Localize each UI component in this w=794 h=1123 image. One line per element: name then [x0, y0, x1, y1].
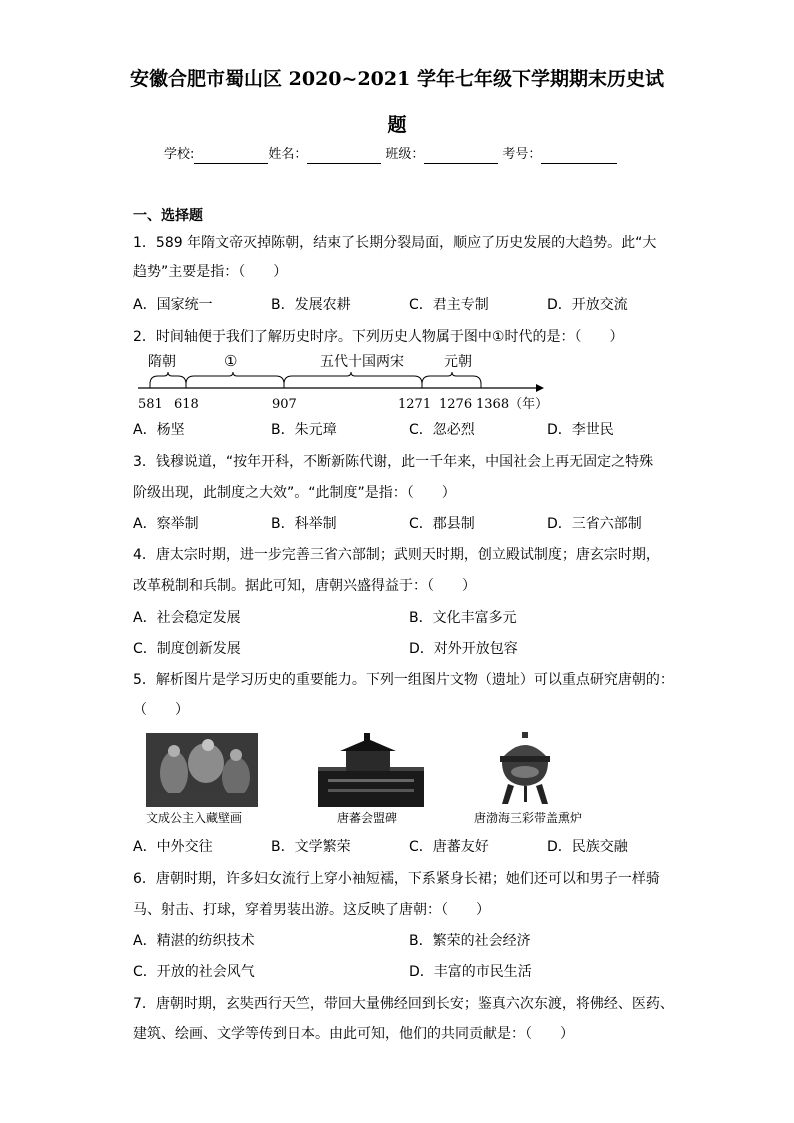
page-title-continued: 题: [387, 114, 407, 136]
mural-caption: 文成公主入藏壁画: [146, 811, 243, 825]
q1-option-a[interactable]: A．国家统一: [133, 297, 213, 313]
number-blank[interactable]: [541, 149, 617, 164]
q5-option-c[interactable]: C．唐蕃友好: [409, 839, 489, 855]
timeline-label-wudai-song: 五代十国两宋: [320, 354, 404, 370]
school-label: 学校:: [164, 147, 195, 162]
q3-option-b[interactable]: B．科举制: [271, 516, 337, 532]
timeline-label-circle-1: ①: [224, 352, 238, 370]
q3-option-d[interactable]: D．三省六部制: [547, 516, 642, 532]
q3-stem-cont: 阶级出现，此制度之大效”。“此制度”是指：（ ）: [133, 485, 456, 501]
q5-option-a[interactable]: A．中外交往: [133, 839, 213, 855]
q2-option-b[interactable]: B．朱元璋: [271, 422, 337, 438]
q4-option-a[interactable]: A．社会稳定发展: [133, 610, 241, 626]
q6-stem-cont: 马、射击、打球，穿着男装出游。这反映了唐朝：（ ）: [133, 902, 490, 918]
censer-image: [494, 732, 556, 808]
timeline-year-907: 907: [272, 397, 297, 412]
q1-stem: 1．589 年隋文帝灭掉陈朝，结束了长期分裂局面，顺应了历史发展的大趋势。此“大: [133, 235, 657, 251]
number-label: 考号：: [502, 147, 542, 162]
q1-option-b[interactable]: B．发展农耕: [271, 297, 351, 313]
q2-stem: 2．时间轴便于我们了解历史时序。下列历史人物属于图中①时代的是：（ ）: [133, 329, 624, 345]
q7-stem-cont: 建筑、绘画、文学等传到日本。由此可知，他们的共同贡献是：（ ）: [133, 1026, 574, 1042]
page-title: 安徽合肥市蜀山区 2020~2021 学年七年级下学期期末历史试: [130, 68, 664, 90]
section-title: 一、选择题: [133, 208, 203, 224]
q6-option-d[interactable]: D．丰富的市民生活: [409, 964, 532, 980]
q5-option-b[interactable]: B．文学繁荣: [271, 839, 351, 855]
timeline-year-1368: 1368（年）: [476, 397, 549, 412]
stele-image: [318, 733, 424, 807]
student-info-row: [164, 146, 617, 164]
timeline-year-581: 581: [138, 397, 163, 412]
q2-option-a[interactable]: A．杨坚: [133, 422, 185, 438]
q3-option-a[interactable]: A．察举制: [133, 516, 199, 532]
q5-stem: 5．解析图片是学习历史的重要能力。下列一组图片文物（遗址）可以重点研究唐朝的：: [133, 672, 674, 688]
q4-stem: 4．唐太宗时期，进一步完善三省六部制；武则天时期，创立殿试制度；唐玄宗时期，: [133, 547, 660, 563]
q2-option-c[interactable]: C．忽必烈: [409, 422, 475, 438]
q4-stem-cont: 改革税制和兵制。据此可知，唐朝兴盛得益于：（ ）: [133, 578, 476, 594]
q1-stem-cont: 趋势”主要是指：（ ）: [133, 264, 288, 280]
mural-image: [146, 733, 258, 807]
name-label: 姓名：: [268, 147, 308, 162]
q4-option-d[interactable]: D．对外开放包容: [409, 641, 518, 657]
timeline-figure: [134, 350, 554, 416]
class-label: 班级：: [385, 147, 425, 162]
name-blank[interactable]: [307, 149, 381, 164]
q3-stem: 3．钱穆说道，“按年开科，不断新陈代谢，此一千年来，中国社会上再无固定之特殊: [133, 454, 654, 470]
q6-option-a[interactable]: A．精湛的纺织技术: [133, 933, 255, 949]
q6-option-c[interactable]: C．开放的社会风气: [133, 964, 255, 980]
timeline-year-1271: 1271: [398, 397, 432, 412]
q6-option-b[interactable]: B．繁荣的社会经济: [409, 933, 531, 949]
q4-option-b[interactable]: B．文化丰富多元: [409, 610, 517, 626]
timeline-label-sui: 隋朝: [148, 354, 176, 370]
q1-option-c[interactable]: C．君主专制: [409, 297, 489, 313]
q7-stem: 7．唐朝时期，玄奘西行天竺，带回大量佛经回到长安；鉴真六次东渡，将佛经、医药、: [133, 996, 674, 1012]
q1-option-d[interactable]: D．开放交流: [547, 297, 628, 313]
q5-option-d[interactable]: D．民族交融: [547, 839, 628, 855]
q5-stem-cont: （ ）: [133, 702, 189, 718]
timeline-label-yuan: 元朝: [444, 354, 472, 370]
q4-option-c[interactable]: C．制度创新发展: [133, 641, 241, 657]
timeline-year-1276: 1276: [439, 397, 473, 412]
censer-caption: 唐渤海三彩带盖熏炉: [474, 811, 583, 825]
q6-stem: 6．唐朝时期，许多妇女流行上穿小袖短襦，下系紧身长裙；她们还可以和男子一样骑: [133, 871, 660, 887]
school-blank[interactable]: [194, 149, 268, 164]
stele-caption: 唐蕃会盟碑: [337, 811, 398, 825]
q2-option-d[interactable]: D．李世民: [547, 422, 614, 438]
q3-option-c[interactable]: C．郡县制: [409, 516, 475, 532]
timeline-year-618: 618: [174, 397, 199, 412]
class-blank[interactable]: [424, 149, 498, 164]
